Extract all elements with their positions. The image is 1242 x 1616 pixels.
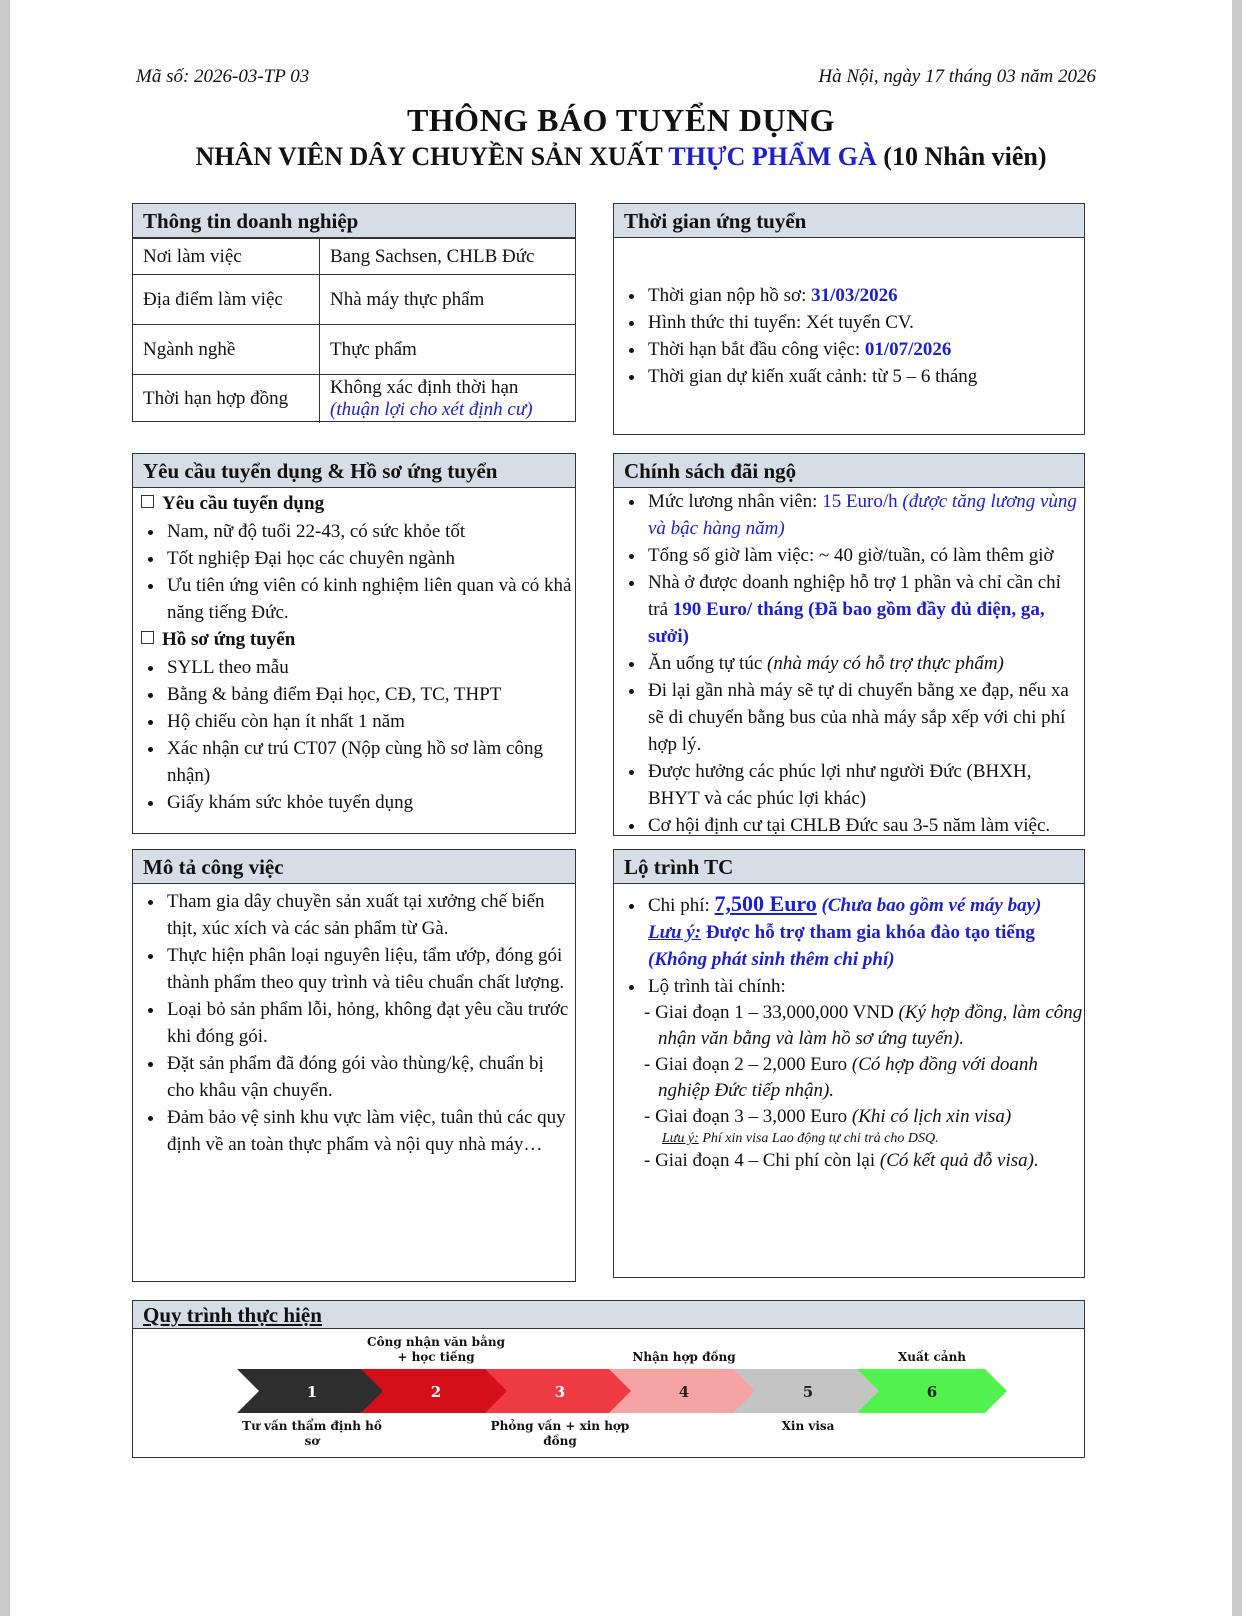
document-page <box>10 0 1232 1616</box>
stage-1 <box>614 1000 1084 1052</box>
process-heading: Quy trình thực hiện <box>133 1301 1084 1329</box>
list-item: • Thực hiện phân loại nguyên liệu, tẩm ướp, đóng gói thành phẩm theo quy trình và tiêu chuẩn chất lượng. <box>165 942 575 996</box>
stage-text: - Giai đoạn 3 – 3,000 Euro <box>644 1106 848 1127</box>
list-item: • Tổng số giờ làm việc: ~ 40 giờ/tuần, có làm thêm giờ <box>646 542 1084 569</box>
documents-section <box>133 626 575 654</box>
process-step-3-label: Phỏng vấn + xin hợp đồng <box>490 1419 630 1448</box>
cost-note: (Chưa bao gồm vé máy bay) <box>821 895 1042 916</box>
item-text: Chi phí: <box>648 895 710 916</box>
process-flow <box>133 1329 1083 1457</box>
stage-text: - Giai đoạn 2 – 2,000 Euro <box>644 1054 848 1075</box>
benefits-list <box>614 488 1084 839</box>
list-item <box>646 488 1084 542</box>
process-step-1-number: 1 <box>306 1383 318 1401</box>
documents-list <box>133 654 575 816</box>
benefits-box <box>613 453 1085 836</box>
item-text: Thời hạn bắt đầu công việc: <box>648 339 861 360</box>
list-item: • Giấy khám sức khỏe tuyển dụng <box>165 789 575 816</box>
stage-4 <box>614 1148 1084 1174</box>
page-subtitle <box>10 142 1232 172</box>
row-value: Không xác định thời hạn <box>330 377 519 398</box>
company-info-table <box>133 238 575 423</box>
section-title: Yêu cầu tuyển dụng <box>162 493 325 514</box>
process-step-2-label: Công nhận văn bằng + học tiếng <box>367 1335 505 1364</box>
table-row <box>133 375 575 424</box>
list-item: • Hộ chiếu còn hạn ít nhất 1 năm <box>165 708 575 735</box>
checkbox-icon <box>141 631 154 644</box>
finance-list <box>614 890 1084 1000</box>
stage-3-note <box>614 1130 1084 1148</box>
row-label: Thời hạn hợp đồng <box>133 375 320 424</box>
process-step-3-number: 3 <box>554 1383 566 1401</box>
salary-value: 15 Euro/h <box>822 491 898 512</box>
list-item: • Thời gian dự kiến xuất cảnh: từ 5 – 6 tháng <box>646 363 1084 390</box>
process-step-4-number: 4 <box>678 1383 690 1401</box>
note-text: Được hỗ trợ tham gia khóa đào tạo tiếng <box>705 922 1035 943</box>
company-info-heading: Thông tin doanh nghiệp <box>133 204 575 238</box>
list-item: • Lộ trình tài chính: <box>646 973 1084 1000</box>
stage-note: (Có hợp đồng với doanh nghiệp Đức tiếp nhận). <box>658 1054 1038 1101</box>
row-value: Bang Sachsen, CHLB Đức <box>320 239 576 275</box>
stage-note: (Khi có lịch xin visa) <box>851 1106 1012 1127</box>
requirements-box <box>132 453 576 834</box>
list-item <box>646 282 1084 309</box>
section-title: Hồ sơ ứng tuyển <box>162 629 296 650</box>
list-item: • SYLL theo mẫu <box>165 654 575 681</box>
item-note: (nhà máy có hỗ trợ thực phẩm) <box>767 653 1004 674</box>
document-date: Hà Nội, ngày 17 tháng 03 năm 2026 <box>818 66 1096 87</box>
requirements-list <box>133 518 575 626</box>
list-item: • Tham gia dây chuyền sản xuất tại xưởng chế biến thịt, xúc xích và các sản phẩm từ Gà. <box>165 888 575 942</box>
stage-3 <box>614 1104 1084 1130</box>
row-label: Ngành nghề <box>133 325 320 375</box>
requirements-heading: Yêu cầu tuyển dụng & Hồ sơ ứng tuyển <box>133 454 575 488</box>
list-item: • Đặt sản phẩm đã đóng gói vào thùng/kệ, chuẩn bị cho khâu vận chuyển. <box>165 1050 575 1104</box>
process-step-5-label: Xin visa <box>781 1419 835 1433</box>
requirements-section <box>133 490 575 518</box>
process-step-1-label: Tư vấn thẩm định hồ sơ <box>242 1419 382 1448</box>
process-step-6-number: 6 <box>926 1383 938 1401</box>
process-step-4-label: Nhận hợp đồng <box>632 1350 736 1364</box>
document-code: Mã số: 2026-03-TP 03 <box>136 66 310 87</box>
stage-text: - Giai đoạn 1 – 33,000,000 VND <box>644 1002 894 1023</box>
item-text: Mức lương nhân viên: <box>648 491 818 512</box>
list-item <box>646 569 1084 650</box>
list-item: • Được hưởng các phúc lợi như người Đức (BHXH, BHYT và các phúc lợi khác) <box>646 758 1084 812</box>
job-description-list <box>133 888 575 1158</box>
deadline-date: 31/03/2026 <box>811 285 898 306</box>
stage-note: (Ký hợp đồng, làm công nhận văn bằng và làm hồ sơ ứng tuyển). <box>658 1002 1083 1049</box>
cost-value: 7,500 Euro <box>714 891 817 916</box>
subtitle-product: THỰC PHẨM GÀ <box>668 142 877 171</box>
list-item: • Đi lại gần nhà máy sẽ tự di chuyển bằng xe đạp, nếu xa sẽ di chuyển bằng bus của nhà máy sắp xếp với chi phí hợp lý. <box>646 677 1084 758</box>
job-description-box <box>132 849 576 1282</box>
row-value-cell <box>320 375 576 424</box>
stage-note: (Có kết quả đỗ visa). <box>879 1150 1039 1171</box>
page-title: THÔNG BÁO TUYỂN DỤNG <box>406 102 836 138</box>
list-item: • Đảm bảo vệ sinh khu vực làm việc, tuân thủ các quy định về an toàn thực phẩm và nội quy nhà máy… <box>165 1104 575 1158</box>
list-item <box>646 890 1084 973</box>
benefits-heading: Chính sách đãi ngộ <box>614 454 1084 488</box>
process-step-6-label: Xuất cảnh <box>897 1350 967 1364</box>
apply-time-list <box>614 282 1084 390</box>
row-value: Thực phẩm <box>320 325 576 375</box>
company-info-box <box>132 203 576 422</box>
note-label: Lưu ý: <box>648 922 702 943</box>
row-label: Nơi làm việc <box>133 239 320 275</box>
row-label: Địa điểm làm việc <box>133 275 320 325</box>
note-text: Phí xin visa Lao động tự chi trả cho DSQ. <box>702 1131 939 1146</box>
start-date: 01/07/2026 <box>864 339 952 360</box>
process-box <box>132 1300 1085 1458</box>
apply-time-heading: Thời gian ứng tuyển <box>614 204 1084 238</box>
subtitle-position: NHÂN VIÊN DÂY CHUYỀN SẢN XUẤT <box>195 142 663 171</box>
list-item <box>646 650 1084 677</box>
list-item: • Tốt nghiệp Đại học các chuyên ngành <box>165 545 575 572</box>
job-description-heading: Mô tả công việc <box>133 850 575 884</box>
process-step-2-number: 2 <box>430 1383 442 1401</box>
item-text: Thời gian nộp hồ sơ: <box>648 285 807 306</box>
list-item <box>646 336 1084 363</box>
list-item: • Ưu tiên ứng viên có kinh nghiệm liên quan và có khả năng tiếng Đức. <box>165 572 575 626</box>
list-item: • Loại bỏ sản phẩm lỗi, hỏng, không đạt yêu cầu trước khi đóng gói. <box>165 996 575 1050</box>
stage-2 <box>614 1052 1084 1104</box>
list-item: • Cơ hội định cư tại CHLB Đức sau 3-5 năm làm việc. <box>646 812 1084 839</box>
row-value-note: (thuận lợi cho xét định cư) <box>330 399 533 420</box>
list-item: • Nam, nữ độ tuổi 22-43, có sức khỏe tốt <box>165 518 575 545</box>
table-row <box>133 275 575 325</box>
finance-box <box>613 849 1085 1278</box>
note-label: Lưu ý: <box>662 1131 699 1146</box>
subtitle-count: (10 Nhân viên) <box>883 142 1047 171</box>
stage-text: - Giai đoạn 4 – Chi phí còn lại <box>644 1150 876 1171</box>
process-step-5-number: 5 <box>802 1383 814 1401</box>
list-item: • Bằng & bảng điểm Đại học, CĐ, TC, THPT <box>165 681 575 708</box>
note-extra: (Không phát sinh thêm chi phí) <box>648 949 895 970</box>
item-text: Ăn uống tự túc <box>648 653 763 674</box>
salary-note: (được tăng lương vùng và bậc hàng năm) <box>648 491 1077 539</box>
table-row <box>133 239 575 275</box>
apply-time-box <box>613 203 1085 435</box>
finance-heading: Lộ trình TC <box>614 850 1084 884</box>
item-text: Nhà ở được doanh nghiệp hỗ trợ 1 phần và chỉ cần chỉ trả <box>648 572 1061 620</box>
table-row <box>133 325 575 375</box>
list-item: • Xác nhận cư trú CT07 (Nộp cùng hồ sơ làm công nhận) <box>165 735 575 789</box>
checkbox-icon <box>141 495 154 508</box>
housing-cost: 190 Euro/ tháng (Đã bao gồm đầy đủ điện, ga, sưởi) <box>648 599 1045 647</box>
list-item: • Hình thức thi tuyển: Xét tuyển CV. <box>646 309 1084 336</box>
row-value: Nhà máy thực phẩm <box>320 275 576 325</box>
